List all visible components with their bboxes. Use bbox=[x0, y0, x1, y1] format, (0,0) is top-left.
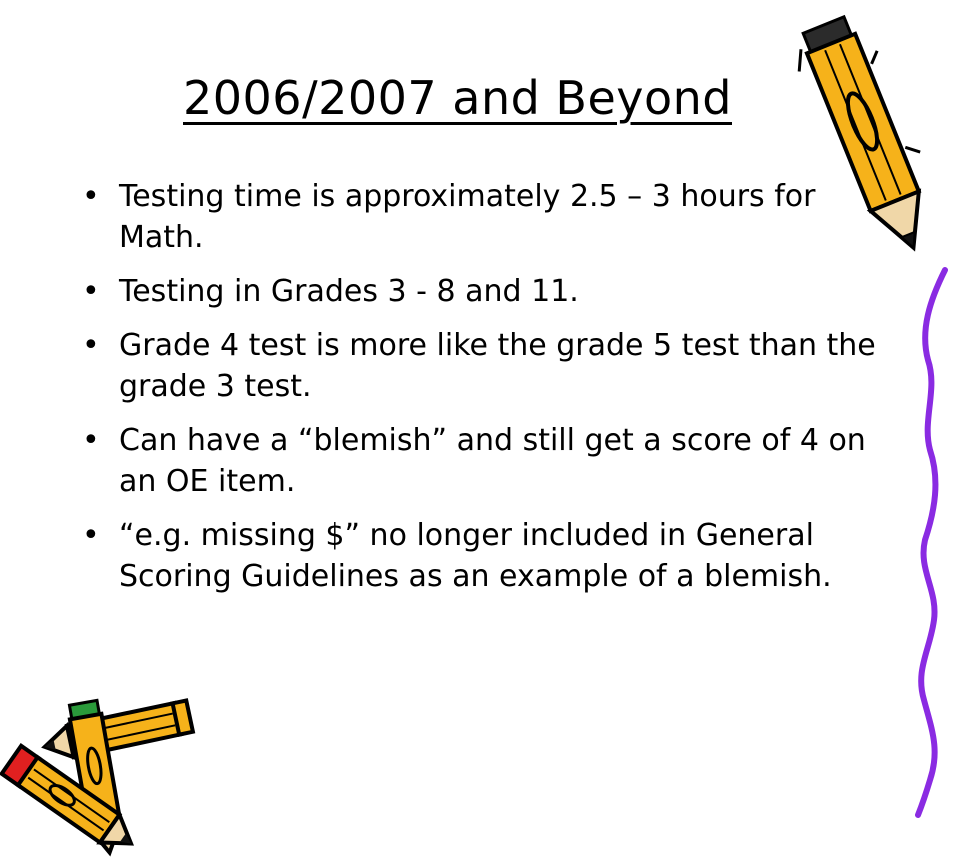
list-item bbox=[82, 420, 882, 502]
bullet-text: Testing in Grades 3 - 8 and 11. bbox=[119, 274, 579, 309]
bullet-marker: • bbox=[82, 274, 100, 309]
bullet-marker: • bbox=[82, 518, 100, 553]
list-item bbox=[82, 271, 882, 312]
bullet-text: Can have a “blemish” and still get a score of 4 on an OE item. bbox=[119, 423, 866, 499]
bullet-text: Grade 4 test is more like the grade 5 test than the grade 3 test. bbox=[119, 328, 876, 404]
list-item bbox=[82, 325, 882, 407]
bullet-marker: • bbox=[82, 179, 100, 214]
list-item bbox=[82, 515, 882, 597]
pencil-icon bbox=[800, 10, 940, 270]
page-title: 2006/2007 and Beyond bbox=[183, 71, 732, 125]
squiggle-line-icon bbox=[900, 260, 960, 820]
bullet-marker: • bbox=[82, 423, 100, 458]
list-item bbox=[82, 176, 882, 258]
bullet-text: Testing time is approximately 2.5 – 3 hours for Math. bbox=[119, 179, 816, 255]
pencils-icon bbox=[0, 695, 200, 860]
bullet-marker: • bbox=[82, 328, 100, 363]
bullet-text: “e.g. missing $” no longer included in General Scoring Guidelines as an example of a blemish. bbox=[119, 518, 832, 594]
bullet-list bbox=[82, 176, 882, 610]
